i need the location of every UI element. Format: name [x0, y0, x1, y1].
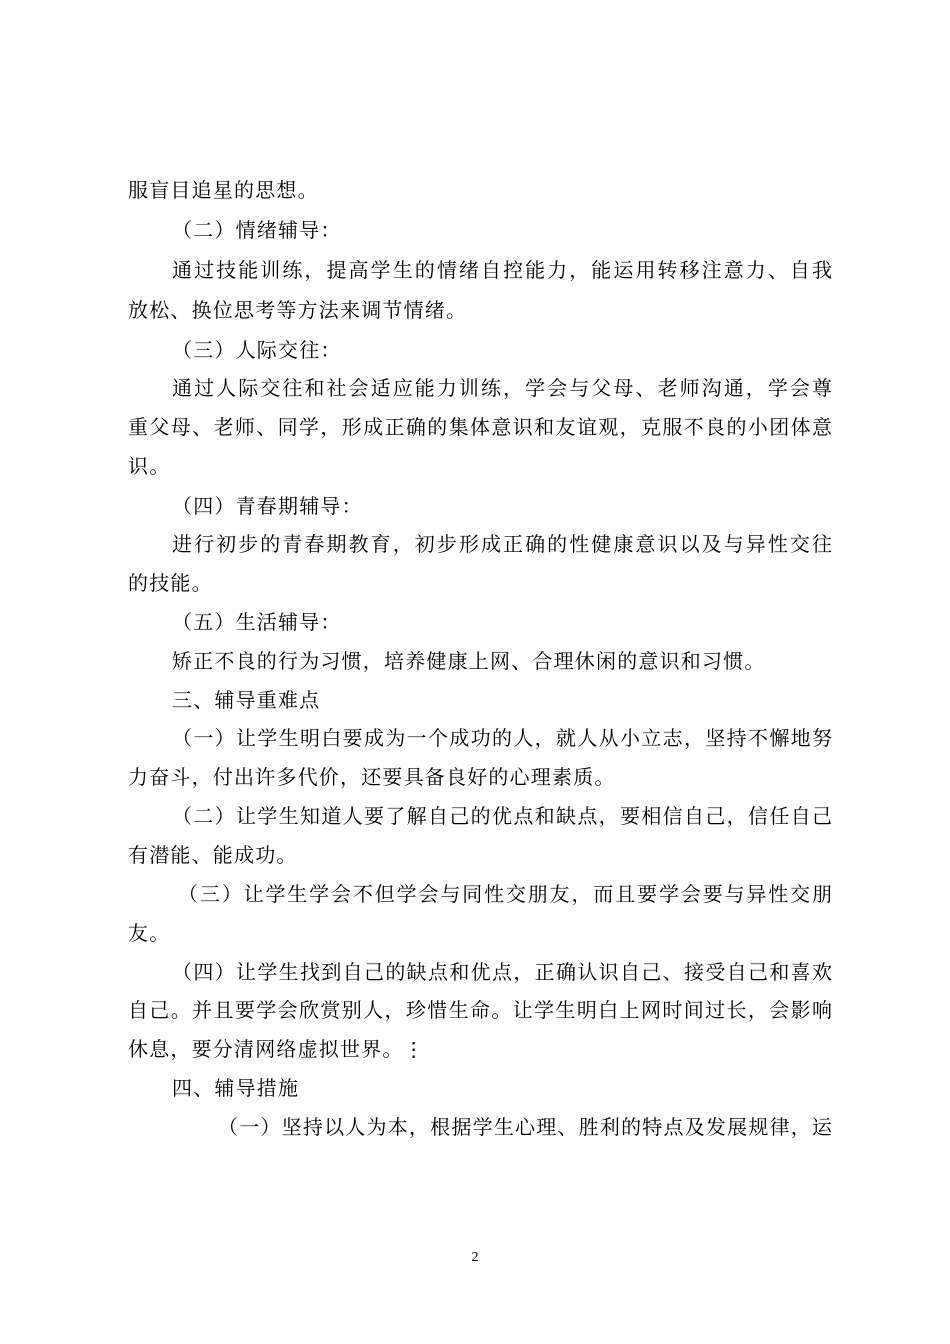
text-line: 友。: [128, 921, 171, 945]
text-line: 的技能。: [128, 571, 213, 595]
page-number: 2: [471, 1250, 479, 1265]
text-line: 自己。并且要学会欣赏别人，珍惜生命。让学生明白上网时间过长，会影响: [128, 998, 832, 1022]
text-line: 有潜能、能成功。: [128, 843, 298, 867]
text-line: 进行初步的青春期教育，初步形成正确的性健康意识以及与异性交往: [172, 532, 832, 556]
text-line: 放松、换位思考等方法来调节情绪。: [128, 298, 468, 322]
section-heading: （五）生活辅导：: [172, 610, 342, 634]
text-line: （三）让学生学会不但学会与同性交朋友，而且要学会要与异性交朋: [178, 882, 832, 906]
text-line: 服盲目追星的思想。: [128, 178, 319, 202]
text-line: 休息，要分清网络虚拟世界。⋮: [128, 1037, 425, 1061]
section-heading: （三）人际交往：: [172, 338, 342, 362]
text-line: （一）坚持以人为本，根据学生心理、胜利的特点及发展规律，运: [218, 1115, 832, 1139]
text-line: 矫正不良的行为习惯，培养健康上网、合理休闲的意识和习惯。: [172, 649, 766, 673]
text-line: 通过技能训练，提高学生的情绪自控能力，能运用转移注意力、自我: [172, 258, 832, 282]
text-line: 重父母、老师、同学，形成正确的集体意识和友谊观，克服不良的小团体意: [128, 415, 832, 439]
text-line: 力奋斗，付出许多代价，还要具备良好的心理素质。: [128, 765, 616, 789]
text-line: （二）让学生知道人要了解自己的优点和缺点，要相信自己，信任自己: [172, 804, 832, 828]
text-line: 通过人际交往和社会适应能力训练，学会与父母、老师沟通，学会尊: [172, 376, 832, 400]
section-heading: （二）情绪辅导：: [172, 218, 342, 242]
text-line: （一）让学生明白要成为一个成功的人，就人从小立志，坚持不懈地努: [172, 726, 832, 750]
text-line: （四）让学生找到自己的缺点和优点，正确认识自己、接受自己和喜欢: [172, 960, 832, 984]
text-line: 识。: [128, 454, 171, 478]
section-heading: （四）青春期辅导：: [172, 494, 363, 518]
section-heading: 三、辅导重难点: [172, 688, 321, 712]
section-heading: 四、辅导措施: [172, 1076, 300, 1100]
